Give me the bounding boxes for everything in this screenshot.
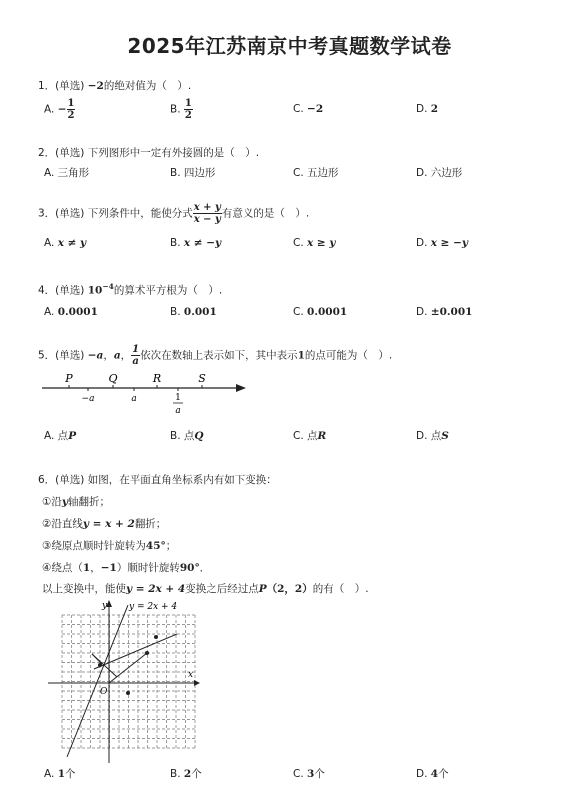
option-b[interactable] [170,306,217,318]
option-value: x ≠ −y [183,237,222,249]
option-c[interactable] [293,103,323,115]
option-value: x ≥ y [307,237,336,249]
tick-label-frac-num: 1 [175,393,181,403]
math-term: −1 [100,562,117,574]
question-text: 变换之后经过点 [185,583,259,595]
option-value: R [317,430,327,442]
line-through-p [94,634,177,669]
option-d[interactable] [416,766,449,781]
question-text: 以上变换中，能使 [42,583,126,595]
math-exponent: −4 [102,282,114,291]
option-unit: 个 [65,768,76,780]
option-c[interactable] [293,306,347,318]
question-prefix: 5．(单选) [38,349,88,362]
option-value: ±0.001 [430,306,473,318]
option-value: 0.0001 [307,306,348,318]
option-label: B. [170,237,184,249]
option-value: 2 [183,768,192,780]
origin-label: O [100,687,108,697]
coordinate-graph [42,597,202,767]
math-term: y [61,496,69,508]
point-label-s: S [198,372,206,385]
option-label: C. [293,306,308,318]
math-term: P [258,583,267,595]
option-c[interactable] [293,237,336,249]
option-label: D. [416,103,431,115]
option-label: C. [293,768,308,780]
question-text: 的算术平方根为（ ）. [113,284,223,297]
option-value: x ≥ −y [430,237,469,249]
line-equation-label: y = 2x + 4 [129,602,178,612]
math-term: 1 [82,562,91,574]
transform-step-2 [42,516,166,531]
tick-label-a: a [131,394,137,404]
option-label: D. [416,306,431,318]
question-5-stem [38,344,392,367]
option-label: B. 点 [170,430,195,442]
y-axis-label: y [102,601,108,611]
denominator: x − y [193,214,221,225]
option-c[interactable] [293,766,325,781]
option-a[interactable] [44,98,75,121]
step-text: ）顺时针旋转 [116,562,180,574]
transform-step-1 [42,494,110,509]
question-text: 的点可能为（ ）. [304,349,393,362]
question-1-stem [38,78,191,93]
step-text: ③绕原点顺时针旋转为 [42,540,146,552]
option-d[interactable] [416,237,468,249]
option-a[interactable] [44,306,98,318]
option-value: 0.001 [183,306,217,318]
step-text: 轴翻折； [68,496,111,508]
numerator: 1 [132,344,140,355]
question-prefix: 4．(单选) [38,284,88,297]
option-value: x ≠ y [57,237,87,249]
step-text: ②沿直线 [42,518,83,530]
math-term: （2，2） [266,583,313,595]
point-label-p: P [65,372,73,385]
option-a[interactable] [44,428,76,443]
denominator: a [132,356,139,367]
option-a[interactable]: A. 三角形 [44,167,90,179]
denominator: 2 [184,110,192,121]
x-axis-label: x [188,670,194,680]
minus-sign: − [57,103,67,116]
point-label-q: Q [108,372,118,385]
option-label: A. [44,237,58,249]
transform-step-4 [42,560,210,575]
fraction [131,344,140,367]
segment-origin-to-p [109,653,147,683]
math-expression: −2 [87,80,104,92]
transform-step-3 [42,538,176,553]
option-label: A. [44,768,58,780]
option-label: A. [44,103,58,116]
number-line-figure [40,368,255,424]
question-text: 依次在数轴上表示如下，其中表示 [140,349,298,362]
option-b[interactable] [170,766,202,781]
option-label: B. [170,306,184,318]
question-4-stem [38,282,222,298]
step-text: ①沿 [42,496,62,508]
question-text: 有意义的是（ ）. [221,207,310,220]
option-label: D. [416,237,431,249]
option-label: D. [416,768,431,780]
option-a[interactable] [44,237,86,249]
option-label: D. 点 [416,430,442,442]
question-3-stem [38,202,309,225]
option-d[interactable]: D. 六边形 [416,167,463,179]
question-text: 的有（ ）. [312,583,369,595]
option-label: A. [44,306,58,318]
step-text: ． [199,562,211,574]
option-d[interactable] [416,428,449,443]
option-label: A. 点 [44,430,69,442]
separator: ， [103,349,114,362]
question-prefix: 1．(单选) [38,80,88,92]
point-dot [154,635,158,639]
option-b[interactable] [170,237,221,249]
option-value: 1 [57,768,65,780]
point-dot [126,691,130,695]
step-text: ； [165,540,177,552]
option-unit: 个 [314,768,325,780]
step-text: ④绕点（ [42,562,83,574]
option-b[interactable]: B. 四边形 [170,167,216,179]
option-b[interactable] [170,428,204,443]
question-text: 的绝对值为（ ）. [103,80,192,92]
numerator: 1 [67,98,75,109]
math-term: −a [87,349,104,362]
option-value: 2 [430,103,439,115]
option-label: C. [293,237,308,249]
option-value: 0.0001 [57,306,98,318]
denominator: 2 [67,110,75,121]
separator: ， [120,349,132,362]
option-unit: 个 [438,768,449,780]
question-text: 3．(单选) 下列条件中，能使分式 [38,207,193,220]
option-value: 4 [430,768,439,780]
option-c[interactable]: C. 五边形 [293,167,339,179]
page-title: 2025年江苏南京中考真题数学试卷 [127,34,452,58]
step-text: 翻折； [134,518,167,530]
option-label: B. [170,768,184,780]
option-b[interactable] [170,98,193,121]
numerator: x + y [193,202,221,213]
arrow-head-icon [236,384,246,392]
option-label: B. [170,103,184,116]
option-d[interactable] [416,103,438,115]
point-label-r: R [152,372,162,385]
math-term: 45° [145,540,166,552]
option-value: 3 [307,768,315,780]
option-c[interactable] [293,428,326,443]
fraction [67,98,76,121]
math-term: a [113,349,121,362]
question-6-prompt [42,581,369,596]
option-unit: 个 [191,768,202,780]
option-a[interactable] [44,766,76,781]
point-dot [98,663,102,667]
math-term: 1 [297,349,305,362]
option-d[interactable] [416,306,472,318]
numerator: 1 [184,98,192,109]
tick-label-neg-a: −a [81,394,95,404]
fraction [193,202,222,225]
point-p-dot [145,651,149,655]
option-value: −2 [307,103,324,115]
option-label: C. 点 [293,430,318,442]
x-axis-arrow-icon [194,680,200,686]
question-2-stem: 2．(单选) 下列图形中一定有外接圆的是（ ）. [38,147,260,159]
option-label: C. [293,103,308,115]
math-term: y = x + 2 [82,518,135,530]
fraction [184,98,193,121]
separator: ， [90,562,101,574]
question-6-stem: 6．(单选) 如图，在平面直角坐标系内有如下变换： [38,474,277,486]
math-term: y = 2x + 4 [126,583,186,595]
tick-label-frac-den: a [175,406,181,416]
option-value: Q [194,430,204,442]
option-value: S [441,430,449,442]
math-base: 10 [87,284,103,297]
math-term: 90° [179,562,200,574]
option-value: P [68,430,77,442]
